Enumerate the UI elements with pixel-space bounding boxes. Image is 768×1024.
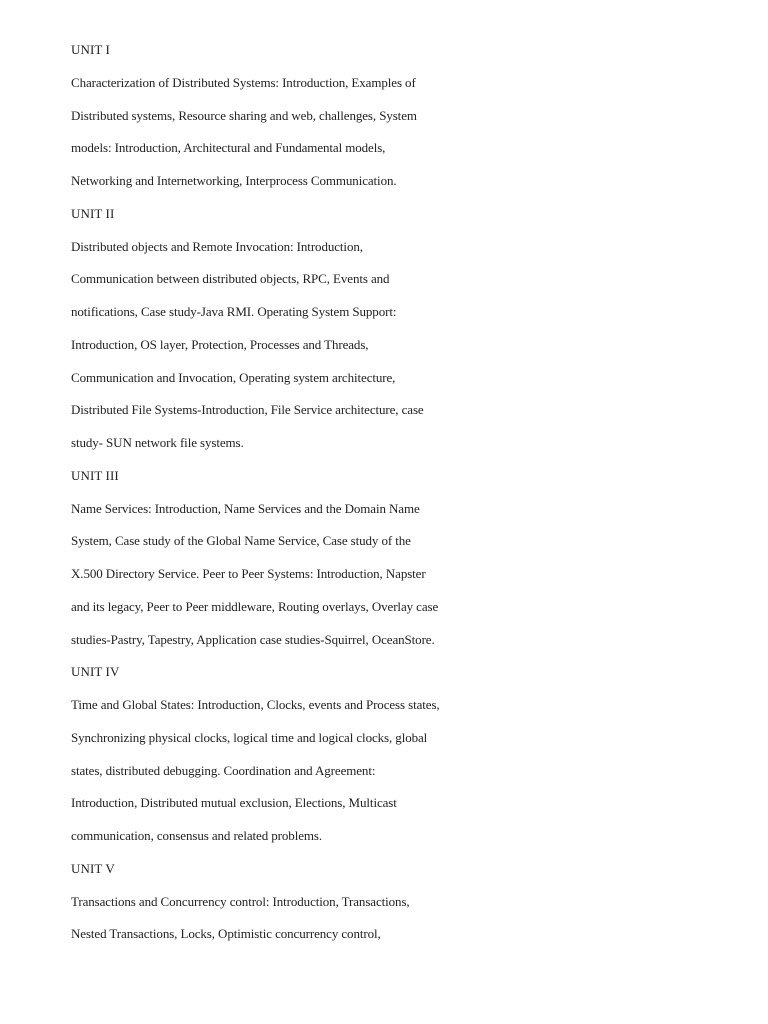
syllabus-page (71, 34, 491, 951)
unit-heading: UNIT V (71, 860, 115, 876)
unit-heading: UNIT IV (71, 664, 120, 680)
unit-text-line: X.500 Directory Service. Peer to Peer Systems: Introduction, Napster (71, 566, 426, 581)
unit-text-line: communication, consensus and related problems. (71, 828, 323, 843)
unit-text-line: Networking and Internetworking, Interprocess Communication. (71, 173, 397, 188)
unit-1-section (71, 34, 491, 198)
unit-text-line: Communication between distributed objects, RPC, Events and (71, 271, 390, 287)
unit-text-line: System, Case study of the Global Name Service, Case study of the (71, 533, 411, 549)
unit-text-line: Distributed systems, Resource sharing and web, challenges, System (71, 107, 417, 123)
unit-text-line: Synchronizing physical clocks, logical time and logical clocks, global (71, 729, 428, 745)
unit-4-section (71, 656, 491, 853)
unit-text-line: Time and Global States: Introduction, Clocks, events and Process states, (71, 697, 440, 712)
unit-text-line: states, distributed debugging. Coordination and Agreement: (71, 762, 376, 778)
unit-3-section (71, 460, 491, 657)
unit-text-line: Characterization of Distributed Systems: Introduction, Examples of (71, 74, 416, 90)
unit-text-line: study- SUN network file systems. (71, 435, 244, 450)
unit-text-line: Distributed objects and Remote Invocation: Introduction, (71, 238, 363, 254)
unit-text-line: Nested Transactions, Locks, Optimistic concurrency control, (71, 926, 381, 942)
unit-2-section (71, 198, 491, 460)
unit-text-line: studies-Pastry, Tapestry, Application case studies-Squirrel, OceanStore. (71, 631, 435, 647)
unit-heading: UNIT I (71, 42, 110, 57)
unit-text-line: Communication and Invocation, Operating system architecture, (71, 369, 396, 385)
unit-text-line: Transactions and Concurrency control: Introduction, Transactions, (71, 893, 410, 909)
unit-5-section (71, 853, 491, 951)
unit-heading: UNIT III (71, 467, 119, 483)
unit-text-line: and its legacy, Peer to Peer middleware, Routing overlays, Overlay case (71, 598, 439, 614)
unit-text-line: notifications, Case study-Java RMI. Operating System Support: (71, 304, 397, 319)
unit-text-line: Introduction, Distributed mutual exclusion, Elections, Multicast (71, 795, 397, 811)
unit-text-line: Name Services: Introduction, Name Services and the Domain Name (71, 500, 420, 516)
unit-text-line: Introduction, OS layer, Protection, Processes and Threads, (71, 336, 369, 352)
unit-heading: UNIT II (71, 205, 115, 221)
unit-text-line: models: Introduction, Architectural and Fundamental models, (71, 140, 386, 156)
unit-text-line: Distributed File Systems-Introduction, File Service architecture, case (71, 402, 424, 418)
